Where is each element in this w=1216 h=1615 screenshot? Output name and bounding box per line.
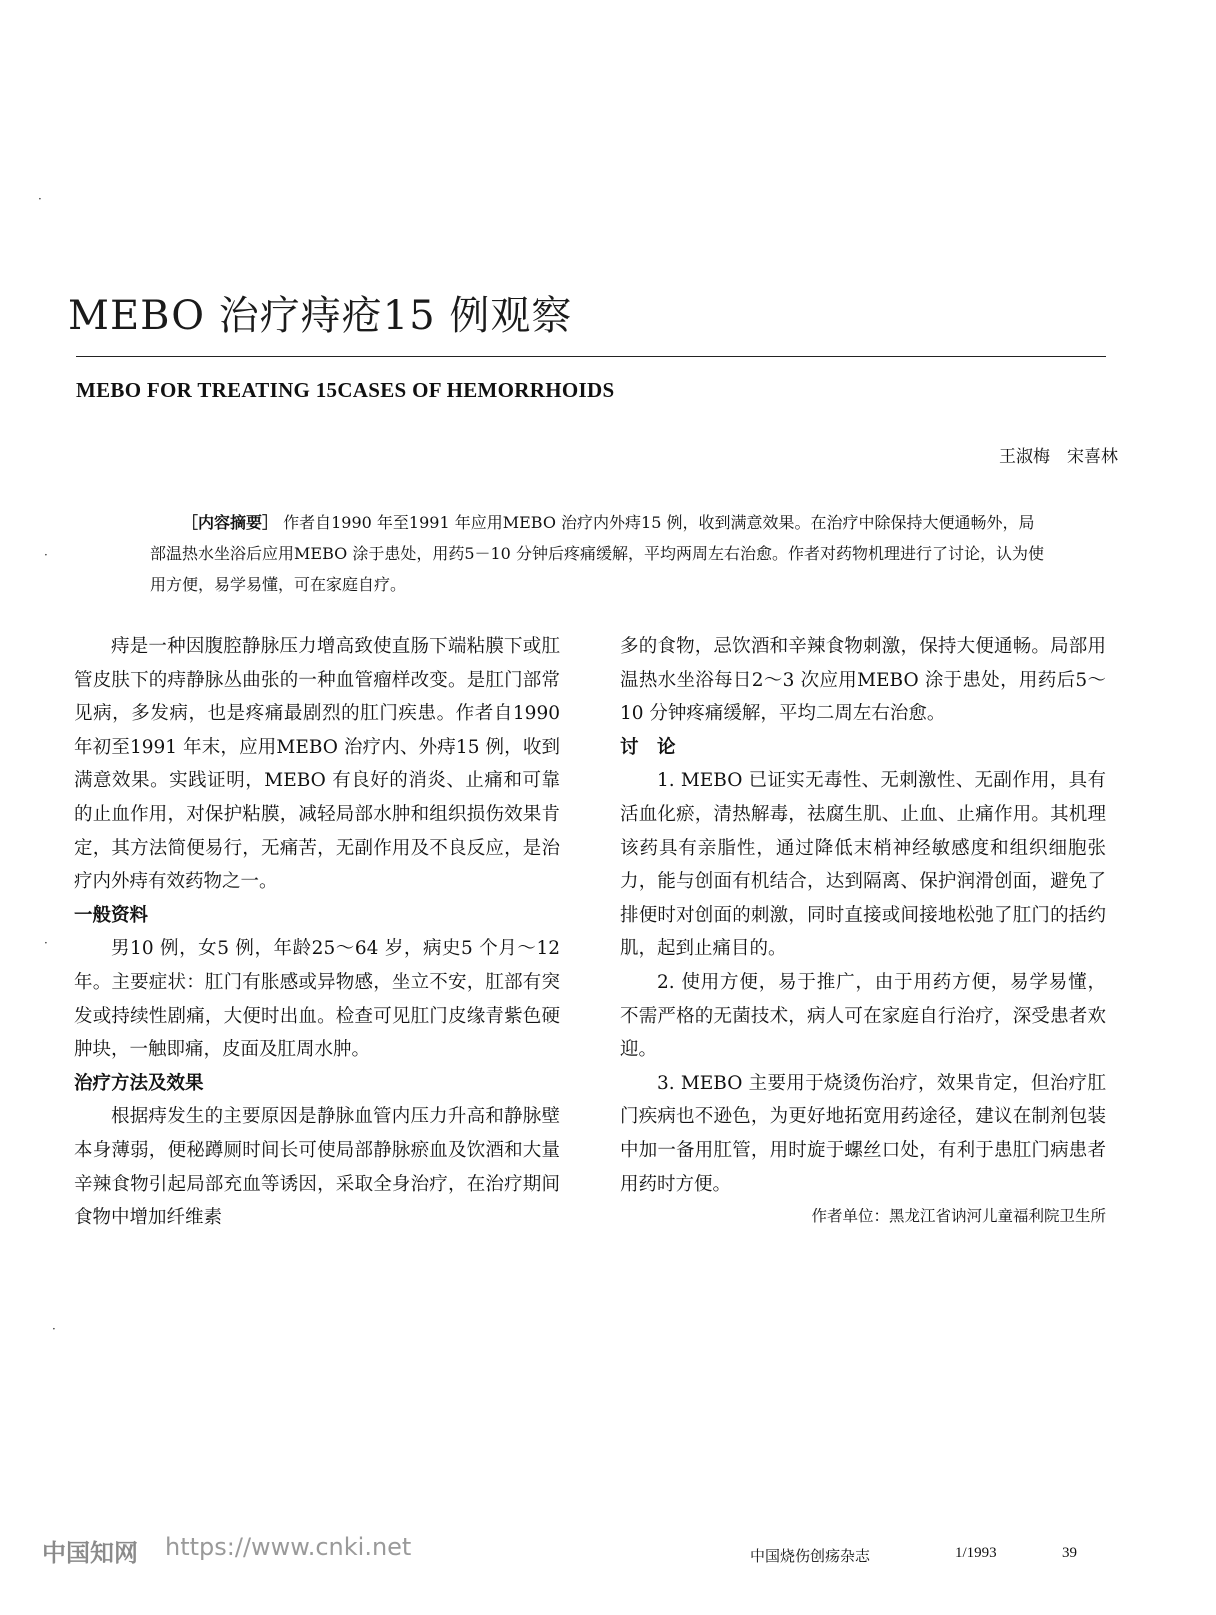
article-title-chinese: MEBO 治疗痔疮15 例观察 [68,293,573,339]
treatment-paragraph: 根据痔发生的主要原因是静脉血管内压力升高和静脉壁本身薄弱，便秘蹲厕时间长可使局部静脉瘀血及饮酒和大量辛辣食物引起局部充血等诱因，采取全身治疗，在治疗期间食物中增加纤维素 [74,1106,560,1229]
title-divider [76,356,1106,357]
journal-name: 中国烧伤创疡杂志 [750,1547,871,1565]
page-number: 39 [1062,1545,1077,1561]
right-column [620,630,1106,1231]
cnki-watermark-logo: 中国知网 [42,1539,138,1567]
general-data-paragraph: 男10 例，女5 例，年龄25～64 岁，病史5 个月～12 年。主要症状：肛门有胀感或异物感，坐立不安，肛部有突发或持续性剧痛，大便时出血。检查可见肛门皮缘青紫色硬肿块，一触即痛，皮面及肛周水肿。 [74,938,560,1061]
section-heading-discussion: 讨 论 [620,736,676,758]
discussion-point-2: 2. 使用方便，易于推广，由于用药方便，易学易懂，不需严格的无菌技术，病人可在家庭自行治疗，深受患者欢迎。 [620,971,1106,1061]
cnki-watermark-url: https://www.cnki.net [165,1533,412,1561]
left-column [74,630,560,1235]
discussion-point-3: 3. MEBO 主要用于烧烫伤治疗，效果肯定，但治疗肛门疾病也不逊色，为更好地拓宽用药途径，建议在制剂包装中加一备用肛管，用时旋于螺丝口处，有利于患肛门病患者用药时方便。 [620,1072,1106,1195]
journal-issue: 1/1993 [955,1545,997,1561]
scan-speck: · [44,548,48,562]
scan-speck: · [52,1322,56,1336]
article-title-english: MEBO FOR TREATING 15CASES OF HEMORRHOIDS [76,378,615,402]
abstract-label: ［内容摘要］ [182,513,279,532]
scan-speck: · [38,192,42,206]
abstract-text: 作者自1990 年至1991 年应用MEBO 治疗内外痔15 例，收到满意效果。在治疗中除保持大便通畅外，局部温热水坐浴后应用MEBO 涂于患处，用药5－10 分钟后疼痛缓解，平均两周左右治愈。作者对药物机理进行了讨论，认为使用方便，易学易懂，可在家庭自疗。 [150,513,1044,594]
author-affiliation: 作者单位：黑龙江省讷河儿童福利院卫生所 [811,1207,1106,1226]
discussion-point-1: 1. MEBO 已证实无毒性、无刺激性、无副作用，具有活血化瘀，清热解毒，祛腐生肌、止血、止痛作用。其机理该药具有亲脂性，通过降低末梢神经敏感度和组织细胞张力，能与创面有机结合，达到隔离、保护润滑创面，避免了排便时对创面的刺激，同时直接或间接地松弛了肛门的括约肌，起到止痛目的。 [620,770,1106,960]
section-heading-general-data: 一般资料 [74,904,149,926]
treatment-continuation: 多的食物，忌饮酒和辛辣食物刺激，保持大便通畅。局部用温热水坐浴每日2～3 次应用MEBO 涂于患处，用药后5～10 分钟疼痛缓解，平均二周左右治愈。 [620,636,1106,725]
scan-speck: · [44,936,48,950]
intro-paragraph: 痔是一种因腹腔静脉压力增高致使直肠下端粘膜下或肛管皮肤下的痔静脉丛曲张的一种血管瘤样改变。是肛门部常见病，多发病，也是疼痛最剧烈的肛门疾患。作者自1990 年初至1991 年末，应用MEBO 治疗内、外痔15 例，收到满意效果。实践证明，MEBO 有良好的消炎、止痛和可靠的止血作用，对保护粘膜，减轻局部水肿和组织损伤效果肯定，其方法简便易行，无痛苦，无副作用及不良反应，是治疗内外痔有效药物之一。 [74,636,560,893]
authors: 王淑梅 宋喜林 [999,447,1118,467]
abstract [150,507,1050,600]
section-heading-treatment: 治疗方法及效果 [74,1072,204,1094]
